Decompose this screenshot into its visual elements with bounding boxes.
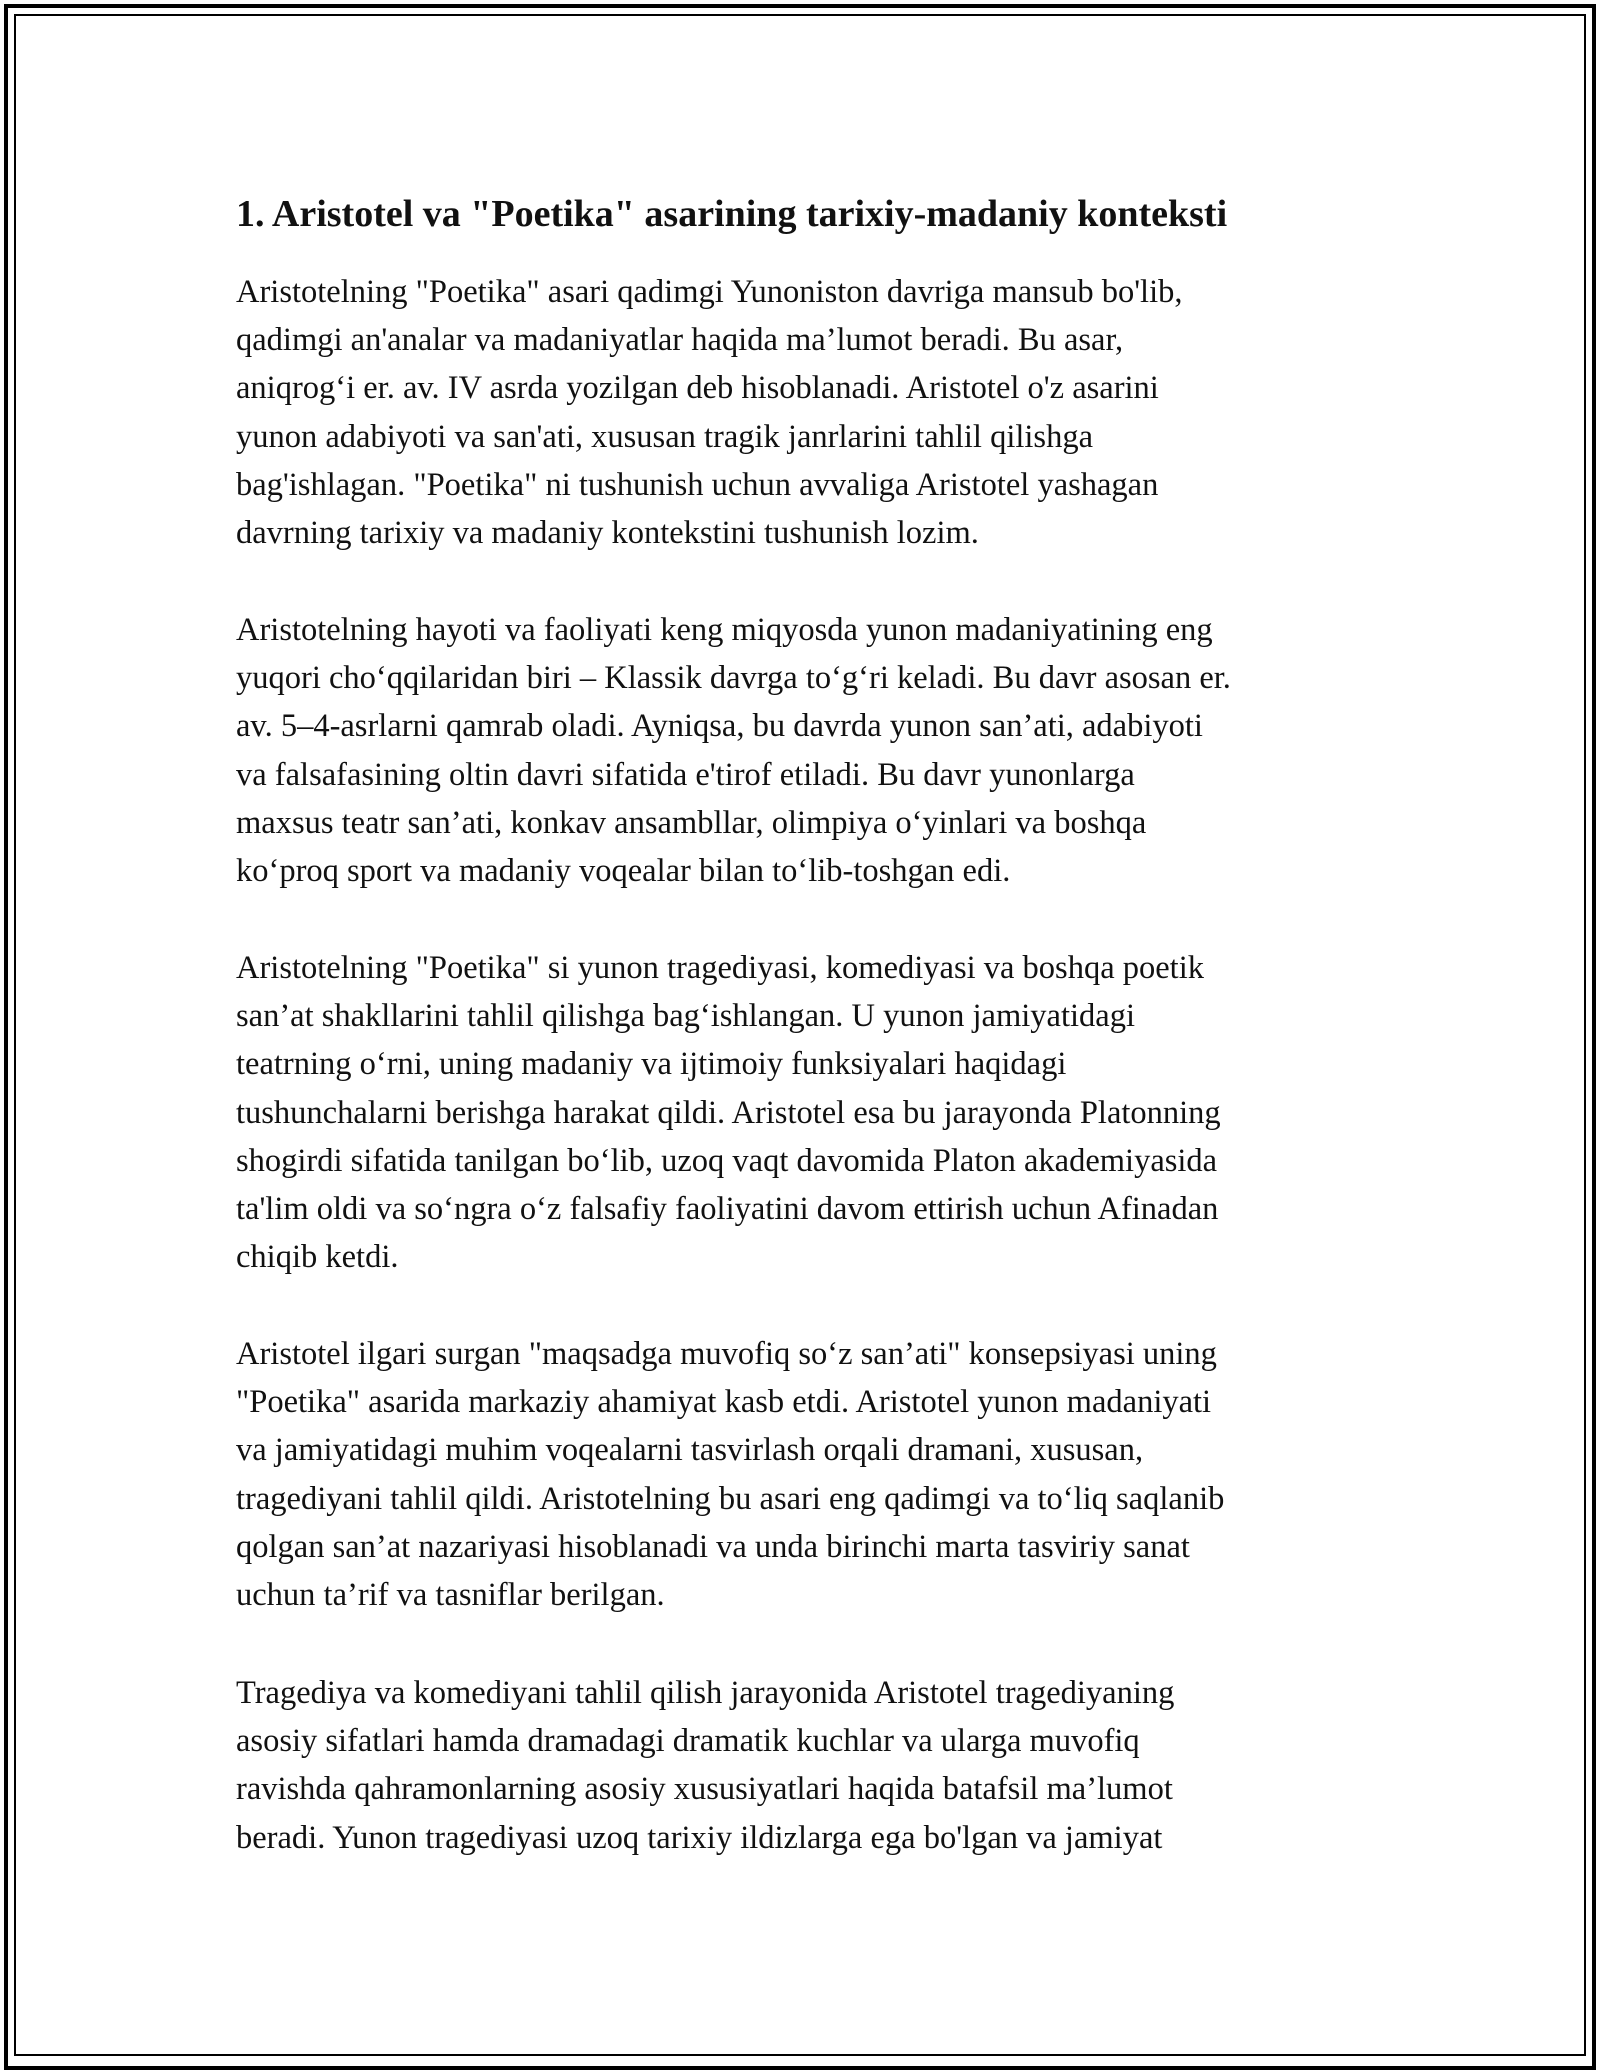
paragraph-1 <box>236 268 1182 557</box>
paragraph-line: bag'ishlagan. "Poetika" ni tushunish uchun avvaliga Aristotel yashagan <box>236 466 1159 503</box>
paragraph-line: ta'lim oldi va so‘ngra o‘z falsafiy faoliyatini davom ettirish uchun Afinadan <box>236 1191 1219 1228</box>
paragraph-line: yunon adabiyoti va san'ati, xususan tragik janrlarini tahlil qilishga <box>236 418 1093 455</box>
paragraph-line: shogirdi sifatida tanilgan bo‘lib, uzoq vaqt davomida Platon akademiyasida <box>236 1142 1218 1179</box>
paragraph-line: san’at shakllarini tahlil qilishga bag‘ishlangan. U yunon jamiyatidagi <box>236 998 1135 1035</box>
paragraph-line: Aristotelning hayoti va faoliyati keng miqyosda yunon madaniyatining eng <box>236 612 1213 648</box>
paragraph-line: ravishda qahramonlarning asosiy xususiyatlari haqida batafsil ma’lumot <box>236 1771 1173 1808</box>
paragraph-line: tragediyani tahlil qildi. Aristotelning bu asari eng qadimgi va to‘liq saqlanib <box>236 1480 1225 1517</box>
paragraph-line: qadimgi an'analar va madaniyatlar haqida ma’lumot beradi. Bu asar, <box>236 322 1124 359</box>
paragraph-line: aniqrog‘i er. av. IV asrda yozilgan deb hisoblanadi. Aristotel o'z asarini <box>236 370 1159 407</box>
paragraph-line: davrning tarixiy va madaniy kontekstini tushunish lozim. <box>236 515 979 552</box>
paragraph-line: asosiy sifatlari hamda dramadagi dramatik kuchlar va ularga muvofiq <box>236 1723 1140 1760</box>
paragraph-4 <box>236 1330 1224 1619</box>
paragraph-line: av. 5–4-asrlarni qamrab oladi. Ayniqsa, bu davrda yunon san’ati, adabiyoti <box>236 708 1203 745</box>
paragraph-5 <box>236 1669 1174 1862</box>
paragraph-line: qolgan san’at nazariyasi hisoblanadi va unda birinchi marta tasviriy sanat <box>236 1528 1190 1565</box>
paragraph-line: va falsafasining oltin davri sifatida e'tirof etiladi. Bu davr yunonlarga <box>236 756 1135 793</box>
paragraph-line: Aristotelning "Poetika" si yunon tragediyasi, komediyasi va boshqa poetik <box>236 950 1204 986</box>
paragraph-2 <box>236 606 1231 895</box>
paragraph-3 <box>236 944 1221 1281</box>
section-heading: 1. Aristotel va "Poetika" asarining tarixiy-madaniy konteksti <box>236 193 1228 235</box>
paragraph-line: ko‘proq sport va madaniy voqealar bilan to‘lib-toshgan edi. <box>236 853 1011 890</box>
paragraph-line: beradi. Yunon tragediyasi uzoq tarixiy ildizlarga ega bo'lgan va jamiyat <box>236 1819 1163 1856</box>
paragraph-line: chiqib ketdi. <box>236 1239 399 1276</box>
paragraph-line: yuqori cho‘qqilaridan biri – Klassik davrga to‘g‘ri keladi. Bu davr asosan er. <box>236 660 1231 697</box>
paragraph-line: "Poetika" asarida markaziy ahamiyat kasb etdi. Aristotel yunon madaniyati <box>236 1384 1212 1421</box>
paragraph-line: Aristotel ilgari surgan "maqsadga muvofiq so‘z san’ati" konsepsiyasi uning <box>236 1336 1217 1372</box>
paragraph-line: Tragediya va komediyani tahlil qilish jarayonida Aristotel tragediyaning <box>236 1675 1175 1711</box>
paragraph-line: teatrning o‘rni, uning madaniy va ijtimoiy funksiyalari haqidagi <box>236 1046 1067 1083</box>
document-body <box>236 188 1366 1856</box>
paragraph-line: maxsus teatr san’ati, konkav ansambllar, olimpiya o‘yinlari va boshqa <box>236 804 1147 841</box>
paragraph-line: tushunchalarni berishga harakat qildi. Aristotel esa bu jarayonda Platonning <box>236 1094 1221 1131</box>
paragraph-line: uchun ta’rif va tasniflar berilgan. <box>236 1577 665 1614</box>
paragraph-line: va jamiyatidagi muhim voqealarni tasvirlash orqali dramani, xususan, <box>236 1432 1144 1469</box>
paragraph-line: Aristotelning "Poetika" asari qadimgi Yunoniston davriga mansub bo'lib, <box>236 274 1183 310</box>
